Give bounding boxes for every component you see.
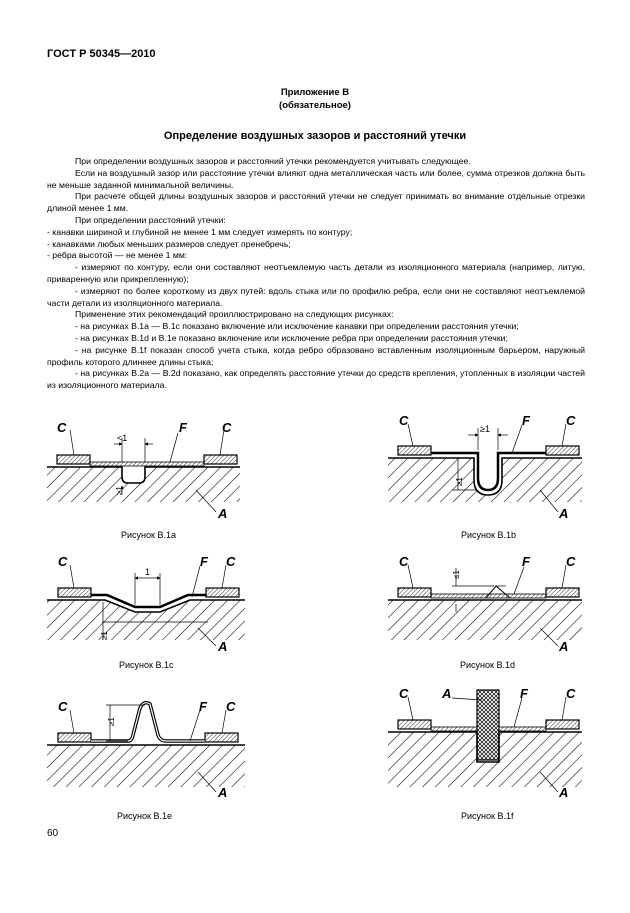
label-a: A bbox=[218, 506, 228, 521]
dim-label: ≥1 bbox=[115, 486, 124, 495]
label-c: C bbox=[58, 699, 68, 714]
label-c: C bbox=[399, 413, 409, 428]
figure-caption: Рисунок В.1b bbox=[461, 530, 516, 540]
label-c: C bbox=[226, 554, 236, 569]
section-title: Определение воздушных зазоров и расстояний утечки bbox=[163, 130, 467, 142]
label-c: C bbox=[566, 413, 576, 428]
label-f: F bbox=[522, 554, 530, 569]
label-c: C bbox=[226, 699, 236, 714]
label-c: C bbox=[58, 554, 68, 569]
list-item: - на рисунках В.1d и В.1е показано включение или исключение ребра при определении расстояния утечки; bbox=[75, 332, 508, 343]
figure-b1a bbox=[47, 420, 240, 540]
dim-label: ≤1 bbox=[452, 570, 461, 579]
label-a: A bbox=[442, 686, 452, 701]
label-a: A bbox=[218, 785, 228, 800]
dim-label: ≥1 bbox=[455, 477, 464, 486]
figure-b1f bbox=[388, 686, 582, 821]
figure-b1d bbox=[388, 554, 582, 670]
annex-status: (обязательное) bbox=[279, 100, 351, 111]
figure-caption: Рисунок В.1с bbox=[119, 660, 174, 670]
label-f: F bbox=[199, 699, 207, 714]
dim-label: ≥1 bbox=[107, 717, 116, 726]
page-number: 60 bbox=[47, 828, 59, 839]
paragraph: При расчете общей длины воздушных зазоров и расстояний утечки не следует принимать во внимание отдельные отрезки длиной менее 1 мм. bbox=[47, 191, 585, 214]
figure-b1e bbox=[47, 699, 245, 821]
label-a: A bbox=[559, 506, 569, 521]
dim-label: ≥1 bbox=[100, 631, 109, 640]
label-a: A bbox=[218, 639, 228, 654]
list-item: - измеряют по более короткому из двух путей: вдоль стыка или по профилю ребра, если они не составляют неотъемлемой части детали из изоляционного материала. bbox=[47, 285, 585, 308]
list-item: - на рисунках В.1а — В.1с показано включение или исключение канавки при определении расстояния утечки; bbox=[75, 321, 519, 332]
label-f: F bbox=[200, 554, 208, 569]
label-a: A bbox=[559, 785, 569, 800]
dim-label: 1 bbox=[145, 567, 151, 577]
label-c: C bbox=[399, 686, 409, 701]
label-c: C bbox=[566, 554, 576, 569]
annex-title: Приложение В bbox=[280, 87, 350, 98]
label-c: C bbox=[57, 420, 67, 435]
list-item: - на рисунках В.2а — В.2d показано, как определять расстояние утечки до средств крепления, утопленных в изоляции частей из изоляционного материала. bbox=[47, 368, 585, 391]
paragraph: При определении воздушных зазоров и расстояний утечки рекомендуется учитывать следующее. bbox=[75, 156, 471, 166]
paragraph: Если на воздушный зазор или расстояние утечки влияют одна металлическая часть или более, сумма отрезков должна быть не меньше заданной минимальной величины. bbox=[47, 167, 585, 190]
label-a: A bbox=[559, 639, 569, 654]
label-c: C bbox=[399, 554, 409, 569]
label-c: C bbox=[222, 420, 232, 435]
label-f: F bbox=[179, 420, 187, 435]
figure-b1b bbox=[388, 413, 582, 540]
list-item: - ребра высотой — не менее 1 мм: bbox=[47, 250, 188, 261]
list-item: - измеряют по контуру, если они составляют неотъемлемую часть детали из изоляционного материала (например, литую, приваренную или прикрепленную); bbox=[47, 262, 585, 284]
figure-caption: Рисунок В.1f bbox=[461, 811, 514, 821]
dim-label: <1 bbox=[117, 433, 128, 443]
figure-caption: Рисунок В.1d bbox=[460, 660, 515, 670]
label-f: F bbox=[520, 686, 528, 701]
paragraph: Применение этих рекомендаций проиллюстрировано на следующих рисунках: bbox=[75, 309, 394, 320]
paragraph: При определении расстояний утечки: bbox=[75, 214, 226, 225]
list-item: - канавками любых меньших размеров следует пренебречь; bbox=[47, 238, 291, 249]
dim-label: ≥1 bbox=[480, 424, 490, 434]
figure-caption: Рисунок В.1е bbox=[117, 811, 172, 821]
label-c: C bbox=[566, 686, 576, 701]
document-header: ГОСТ Р 50345—2010 bbox=[47, 48, 156, 60]
figure-caption: Рисунок В.1а bbox=[121, 530, 176, 540]
list-item: - на рисунке В.1f показан способ учета стыка, когда ребро образовано вставленным изоляционным барьером, наружный профиль которого длиннее длины стыка; bbox=[47, 344, 585, 367]
figure-b1c bbox=[47, 554, 245, 670]
list-item: - канавки шириной и глубиной не менее 1 мм следует измерять по контуру; bbox=[47, 226, 353, 237]
label-f: F bbox=[522, 413, 530, 428]
